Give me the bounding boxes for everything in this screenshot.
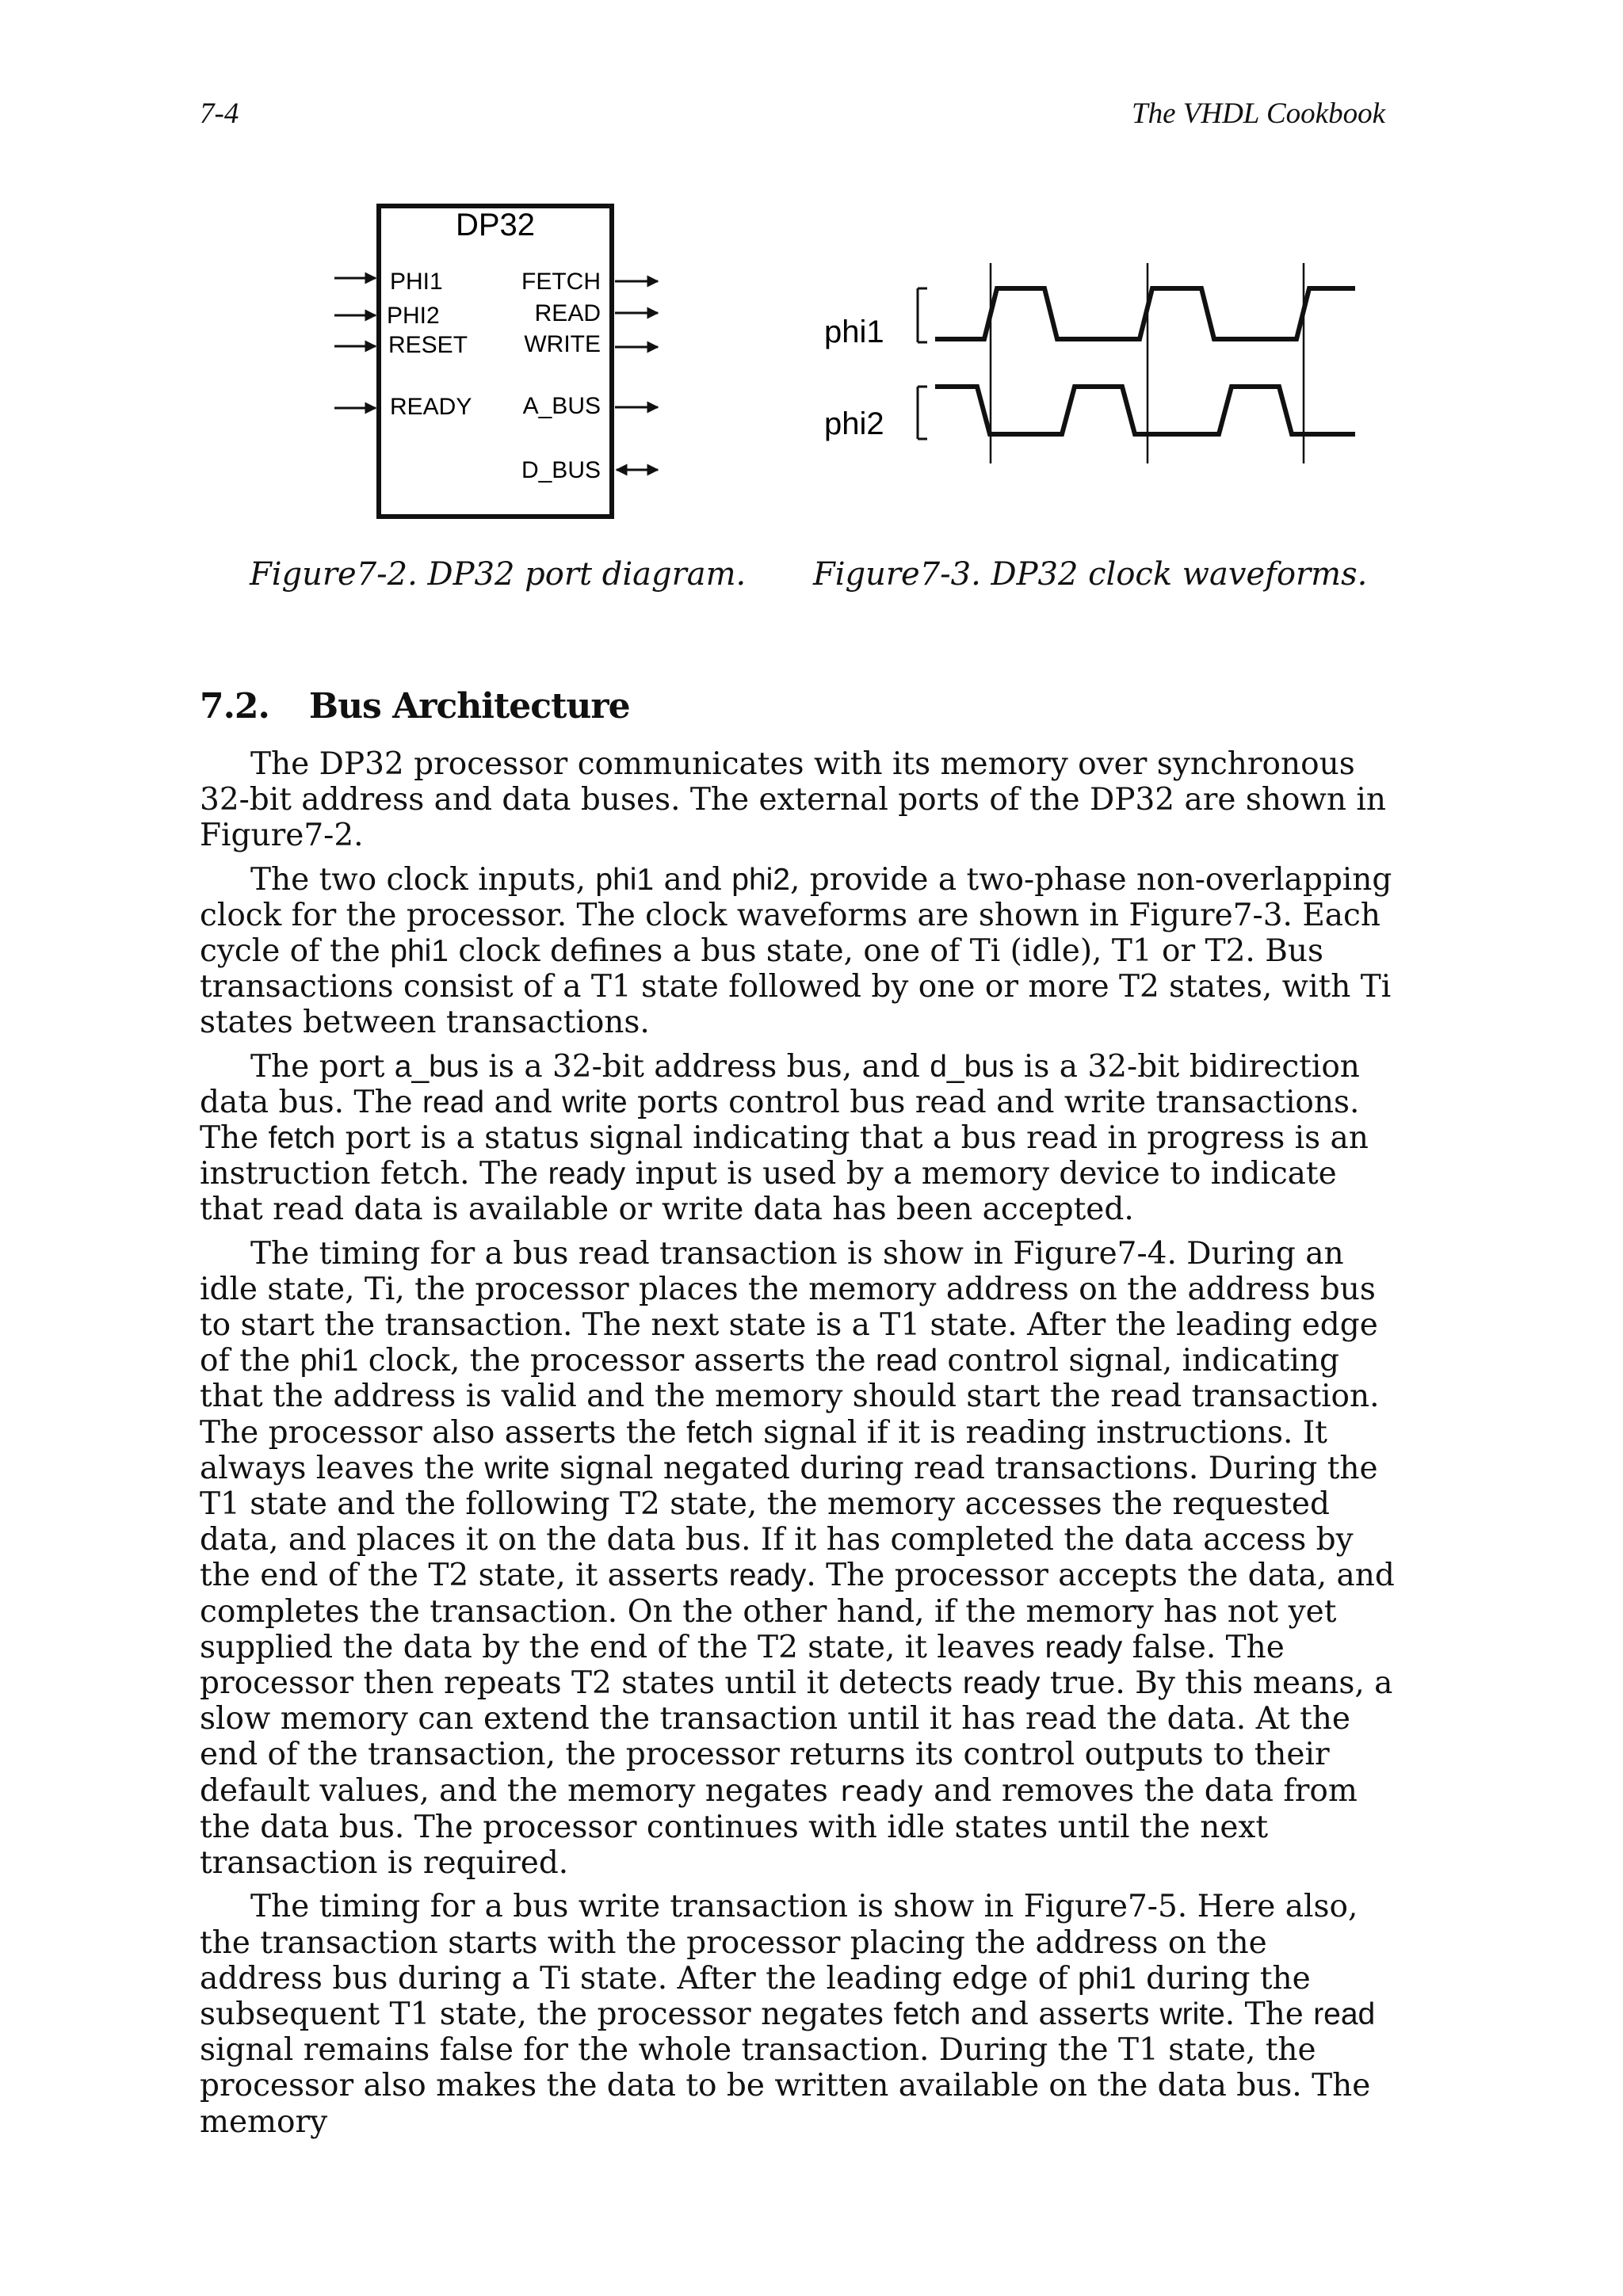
text-run: and asserts xyxy=(960,1996,1160,2032)
signal-name: fetch xyxy=(893,1997,961,2031)
text-run: control signal, indicating that the address is valid and the memory should start the read transaction. The processor also asserts the xyxy=(200,1343,1380,1451)
paragraph xyxy=(200,746,1396,854)
section-number: 7.2. xyxy=(200,686,269,727)
signal-name: fetch xyxy=(268,1121,336,1156)
page-number: 7-4 xyxy=(200,97,239,130)
paragraph xyxy=(200,1049,1396,1228)
paragraph xyxy=(200,1236,1396,1882)
text-run: signal if it is reading instructions. It always leaves the xyxy=(200,1414,1327,1486)
text-run: true. By this means, a slow memory can extend the transaction until it has read the data. At the end of the transaction, the processor returns its control outputs to their default values, and the memory negates xyxy=(200,1665,1393,1809)
signal-name: ready xyxy=(838,1775,924,1808)
running-header-title: The VHDL Cookbook xyxy=(1132,97,1385,130)
figure-7-2-caption: Figure7-2. DP32 port diagram. xyxy=(250,556,747,593)
text-run: is a 32-bit address bus, and xyxy=(479,1048,930,1085)
paragraph xyxy=(200,1889,1396,2139)
port-ready: READY xyxy=(390,394,472,420)
signal-name: phi1 xyxy=(390,934,449,969)
port-read: READ xyxy=(534,300,601,326)
signal-label-phi1: phi1 xyxy=(824,315,884,349)
signal-name: read xyxy=(875,1344,938,1379)
body-text xyxy=(200,746,1396,2148)
phi1-waveform xyxy=(935,288,1355,339)
signal-name: write xyxy=(1159,1997,1225,2031)
text-run: The timing for a bus write transaction is show in Figure7-5. Here also, the transaction starts with the processor placing the address on the address bus during a Ti state. After the leading edge of xyxy=(200,1889,1358,1997)
section-title: Bus Architecture xyxy=(308,686,630,727)
text-run: is a 32-bit bidirection data bus. The xyxy=(200,1048,1360,1120)
text-run: The DP32 processor communicates with its memory over synchronous 32-bit address and data buses. The external ports of the DP32 are shown in Figure7-2. xyxy=(200,746,1386,854)
signal-name: ready xyxy=(1044,1630,1123,1665)
signal-name: ready xyxy=(962,1666,1041,1701)
signal-label-phi2: phi2 xyxy=(824,406,884,441)
text-run: The timing for a bus read transaction is show in Figure7-4. During an idle state, Ti, the processor places the memory address on the address bus to start the transaction. The next state is a T1 state. After the leading edge of the xyxy=(200,1235,1378,1379)
text-run: clock, the processor asserts the xyxy=(358,1343,876,1379)
text-run: and removes the data from the data bus. The processor continues with idle states until the next transaction is required. xyxy=(200,1772,1358,1882)
text-run: input is used by a memory device to indicate that read data is available or write data has been accepted. xyxy=(200,1156,1337,1228)
text-run: signal remains false for the whole transaction. During the T1 state, the processor also makes the data to be written available on the data bus. The memory xyxy=(200,2032,1371,2140)
signal-name: phi1 xyxy=(595,862,655,897)
dp32-port-diagram xyxy=(325,198,674,531)
port-reset: RESET xyxy=(388,332,468,358)
signal-name: read xyxy=(422,1085,485,1119)
text-run: The two clock inputs, xyxy=(250,861,596,898)
port-d-bus: D_BUS xyxy=(521,457,601,483)
signal-name: ready xyxy=(548,1157,626,1192)
text-run: port is a status signal indicating that a bus read in progress is an instruction fetch. The xyxy=(200,1120,1369,1192)
signal-name: phi2 xyxy=(731,862,790,897)
signal-name: phi1 xyxy=(300,1344,359,1379)
port-phi1: PHI1 xyxy=(390,269,443,295)
text-run: clock defines a bus state, one of Ti (idle), T1 or T2. Bus transactions consist of a T1 state followed by one or more T2 states, with Ti states between transactions. xyxy=(200,933,1392,1041)
port-write: WRITE xyxy=(524,331,601,357)
text-run: The port xyxy=(250,1048,395,1085)
text-run: and xyxy=(654,861,732,898)
text-run: and xyxy=(484,1084,563,1120)
phi1-bracket xyxy=(918,288,927,342)
signal-name: fetch xyxy=(686,1415,754,1450)
signal-name: a_bus xyxy=(394,1049,479,1084)
text-run: during the subsequent T1 state, the processor negates xyxy=(200,1960,1311,2032)
port-fetch: FETCH xyxy=(521,269,601,295)
dp32-title: DP32 xyxy=(455,208,536,242)
port-phi2: PHI2 xyxy=(387,303,440,329)
signal-name: write xyxy=(484,1451,550,1486)
text-run: . The processor accepts the data, and completes the transaction. On the other hand, if the memory has not yet supplied the data by the end of the T2 state, it leaves xyxy=(200,1558,1395,1665)
section-heading xyxy=(200,686,630,727)
text-run: signal negated during read transactions. During the T1 state and the following T2 state, the memory accesses the requested data, and places it on the data bus. If it has completed the data access by the end of the T2 state, it asserts xyxy=(200,1450,1378,1594)
dp32-clock-waveforms xyxy=(816,254,1371,475)
text-run: , provide a two-phase non-overlapping clock for the processor. The clock waveforms are shown in Figure7-3. Each cycle of the xyxy=(200,861,1392,970)
paragraph xyxy=(200,862,1396,1041)
signal-name: ready xyxy=(728,1558,807,1593)
text-run: . The xyxy=(1224,1996,1314,2032)
signal-name: phi1 xyxy=(1078,1961,1136,1996)
signal-name: write xyxy=(562,1085,628,1119)
text-run: false. The processor then repeats T2 states until it detects xyxy=(200,1629,1285,1702)
phi2-waveform xyxy=(935,387,1355,434)
signal-name: read xyxy=(1313,1997,1376,2031)
signal-name: d_bus xyxy=(930,1049,1014,1084)
text-run: ports control bus read and write transactions. The xyxy=(200,1084,1360,1157)
port-a-bus: A_BUS xyxy=(522,393,601,419)
phi2-bracket xyxy=(918,387,927,439)
figure-7-3-caption: Figure7-3. DP32 clock waveforms. xyxy=(813,556,1368,593)
